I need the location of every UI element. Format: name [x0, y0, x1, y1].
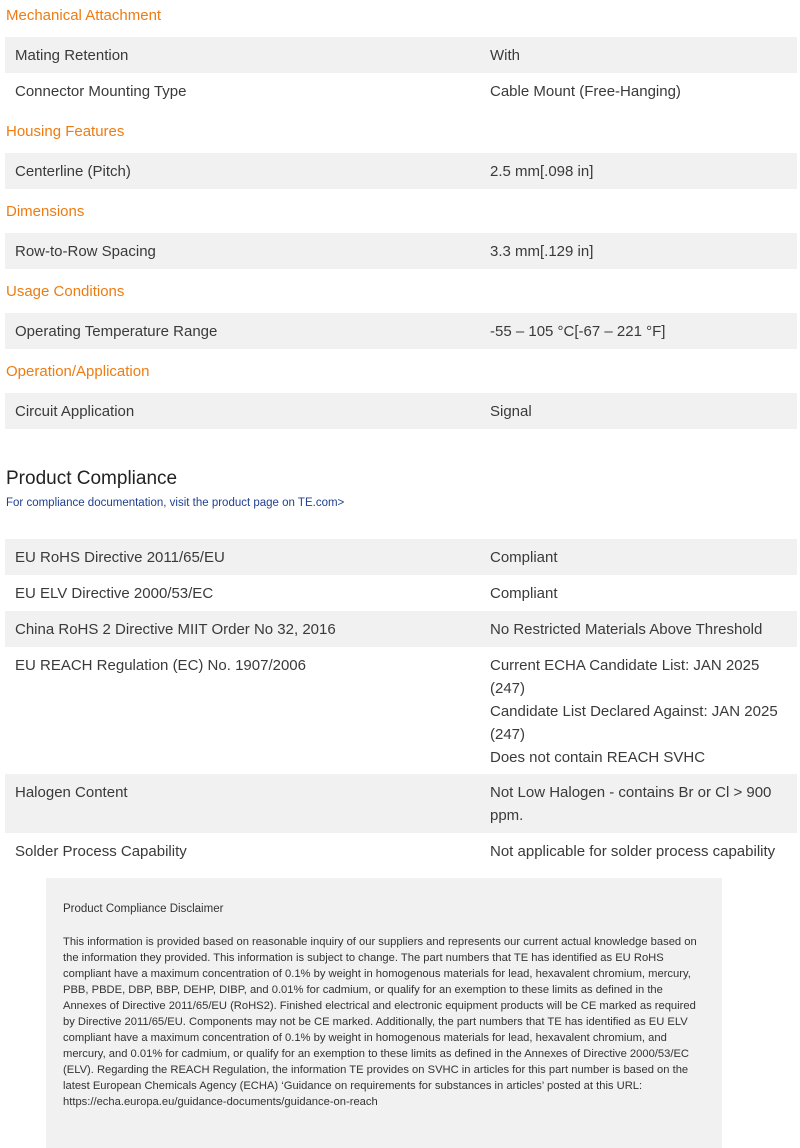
spec-value-line: Signal	[490, 403, 532, 420]
compliance-value-line: Compliant	[490, 549, 558, 566]
spec-value	[490, 320, 795, 343]
compliance-row-eu-reach	[5, 647, 797, 774]
compliance-value	[490, 840, 795, 863]
spec-label: Connector Mounting Type	[15, 83, 187, 100]
compliance-value-line: (247)	[490, 726, 526, 743]
compliance-value-line: Current ECHA Candidate List: JAN 2025	[490, 657, 760, 674]
compliance-value-line: ppm.	[490, 807, 524, 824]
spec-row-connector-mounting-type	[5, 73, 797, 109]
compliance-value	[490, 781, 795, 827]
section-title-usage-conditions: Usage Conditions	[6, 283, 125, 300]
compliance-documentation-link[interactable]: For compliance documentation, visit the product page on TE.com>	[6, 497, 345, 509]
compliance-heading: Product Compliance	[6, 468, 178, 489]
compliance-value-line: Does not contain REACH SVHC	[490, 749, 706, 766]
compliance-value	[490, 618, 795, 641]
compliance-row-halogen-content	[5, 774, 797, 833]
spec-value-line: -55 – 105 °C[-67 – 221 °F]	[490, 323, 666, 340]
compliance-value	[490, 546, 795, 569]
spec-label: Centerline (Pitch)	[15, 163, 131, 180]
compliance-value-line: Not Low Halogen - contains Br or Cl > 900	[490, 784, 772, 801]
spec-label: Circuit Application	[15, 403, 135, 420]
section-title-mechanical-attachment: Mechanical Attachment	[6, 7, 162, 24]
spec-row-circuit-application	[5, 393, 797, 429]
spec-value-line: 3.3 mm[.129 in]	[490, 243, 594, 260]
spec-value-line: Cable Mount (Free-Hanging)	[490, 83, 681, 100]
section-title-operation-application: Operation/Application	[6, 363, 150, 380]
spec-value	[490, 240, 795, 263]
compliance-row-china-rohs	[5, 611, 797, 647]
compliance-value-line: Compliant	[490, 585, 558, 602]
section-title-housing-features: Housing Features	[6, 123, 125, 140]
spec-value	[490, 160, 795, 183]
section-title-dimensions: Dimensions	[6, 203, 85, 220]
spec-value-line: 2.5 mm[.098 in]	[490, 163, 594, 180]
compliance-value-line: No Restricted Materials Above Threshold	[490, 621, 763, 638]
spec-row-mating-retention	[5, 37, 797, 73]
compliance-label: Solder Process Capability	[15, 843, 187, 860]
compliance-value	[490, 582, 795, 605]
compliance-row-eu-rohs	[5, 539, 797, 575]
compliance-value-line: Not applicable for solder process capability	[490, 843, 776, 860]
spec-value-line: With	[490, 47, 520, 64]
spec-label: Operating Temperature Range	[15, 323, 218, 340]
compliance-row-solder-process	[5, 833, 797, 869]
compliance-value-line: (247)	[490, 680, 526, 697]
spec-label: Row-to-Row Spacing	[15, 243, 156, 260]
compliance-label: EU REACH Regulation (EC) No. 1907/2006	[15, 657, 306, 674]
compliance-label: EU ELV Directive 2000/53/EC	[15, 585, 214, 602]
spec-row-operating-temperature-range	[5, 313, 797, 349]
spec-label: Mating Retention	[15, 47, 129, 64]
compliance-row-eu-elv	[5, 575, 797, 611]
spec-row-row-to-row-spacing	[5, 233, 797, 269]
spec-value	[490, 80, 795, 103]
compliance-value-line: Candidate List Declared Against: JAN 2025	[490, 703, 778, 720]
disclaimer-title: Product Compliance Disclaimer	[63, 903, 224, 915]
spec-row-centerline-pitch	[5, 153, 797, 189]
spec-value	[490, 44, 795, 67]
spec-value	[490, 400, 795, 423]
compliance-label: Halogen Content	[15, 784, 128, 801]
disclaimer-text: This information is provided based on reasonable inquiry of our suppliers and represents our current actual knowledge based on the information they provided. This information is subject to change. The part numbers that TE has identified as EU RoHS compliant have a maximum concentration of 0.1% by weight in homogenous materials for lead, hexavalent chromium, mercury, PBB, PBDE, DBP, BBP, DEHP, DIBP, and 0.01% for cadmium, or qualify for an exemption to these limits as defined in the Annexes of Directive 2011/65/EU (RoHS2). Finished electrical and electronic equipment products will be CE marked as required by Directive 2011/65/EU. Components may not be CE marked. Additionally, the part numbers that TE has identified as EU ELV compliant have a maximum concentration of 0.1% by weight in homogenous materials for lead, hexavalent chromium, and mercury, and 0.01% for cadmium, or qualify for an exemption to these limits as defined in the Annexes of Directive 2000/53/EC (ELV). Regarding the REACH Regulation, the information TE provides on SVHC in articles for this part number is based on the latest European Chemicals Agency (ECHA) ‘Guidance on requirements for substances in articles’ posted at this URL: https://echa.europa.eu/guidance-documents/guidance-on-reach	[63, 936, 697, 1108]
compliance-value	[490, 654, 795, 769]
compliance-label: EU RoHS Directive 2011/65/EU	[15, 549, 225, 566]
compliance-disclaimer-box	[46, 878, 722, 1148]
compliance-label: China RoHS 2 Directive MIIT Order No 32, 2016	[15, 621, 336, 638]
